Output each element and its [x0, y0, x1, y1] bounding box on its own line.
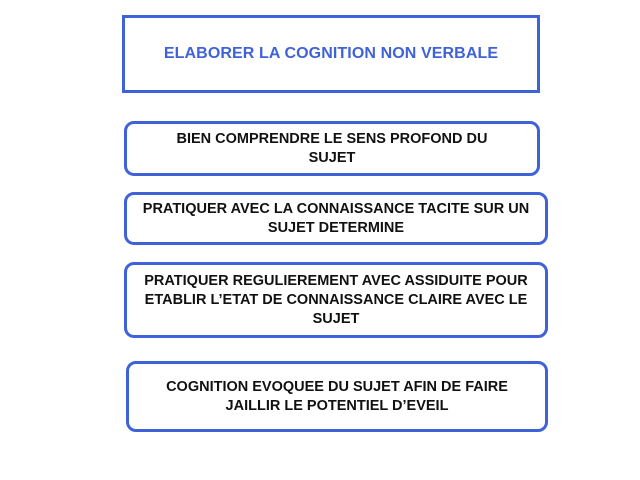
step-box-evoked-cognition	[126, 361, 548, 432]
title-box	[122, 15, 540, 93]
step-text: PRATIQUER REGULIEREMENT AVEC ASSIDUITE POUR ETABLIR L’ETAT DE CONNAISSANCE CLAIRE AVEC LE SUJET	[144, 272, 528, 327]
step-text: BIEN COMPRENDRE LE SENS PROFOND DU SUJET	[176, 130, 488, 166]
step-box-regular-practice	[124, 262, 548, 338]
step-box-understand-meaning	[124, 121, 540, 176]
diagram-title: ELABORER LA COGNITION NON VERBALE	[163, 45, 499, 62]
step-text: PRATIQUER AVEC LA CONNAISSANCE TACITE SUR UN SUJET DETERMINE	[142, 200, 530, 236]
step-text: COGNITION EVOQUEE DU SUJET AFIN DE FAIRE JAILLIR LE POTENTIEL D’EVEIL	[166, 378, 508, 414]
step-box-tacit-knowledge	[124, 192, 548, 245]
